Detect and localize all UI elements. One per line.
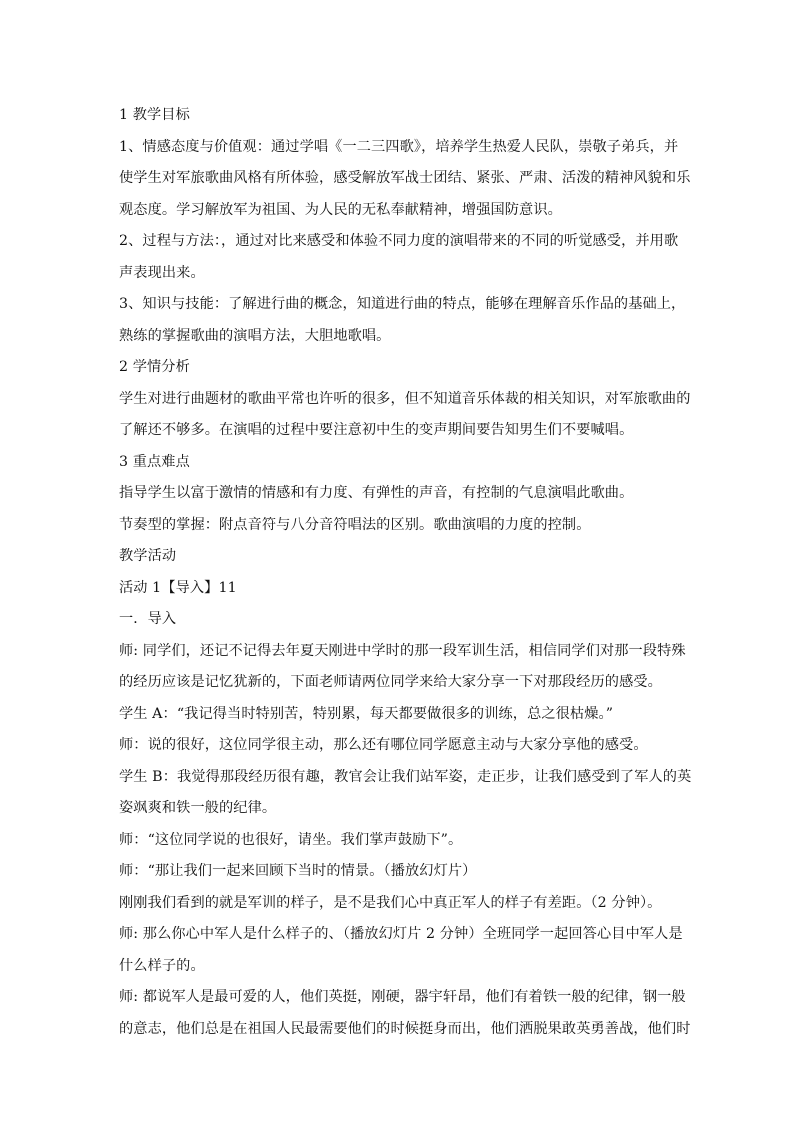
text-line: 什么样子的。 <box>119 957 205 974</box>
activity-heading: 活动 1【导入】11 <box>119 579 237 596</box>
text-line: 指导学生以富于激情的情感和有力度、有弹性的声音，有控制的气息演唱此歌曲。 <box>119 485 634 501</box>
text-line: 刚刚我们看到的就是军训的样子，是不是我们心中真正军人的样子有差距。（2 分钟）。 <box>119 894 662 911</box>
document-body <box>119 100 692 1045</box>
subsection-heading-intro: 一．导入 <box>119 611 177 627</box>
text-line: 姿飒爽和铁一般的纪律。 <box>119 800 277 816</box>
text-line: 师: 那么你心中军人是什么样子的、（播放幻灯片 2 分钟）全班同学一起回答心目中军人是 <box>119 926 683 942</box>
text-line: 熟练的掌握歌曲的演唱方法，大胆地歌唱。 <box>119 327 391 344</box>
text-line: 观态度。学习解放军为祖国、为人民的无私奉献精神，增强国防意识。 <box>119 201 562 218</box>
text-line: 师：“那让我们一起来回顾下当时的情景。（播放幻灯片） <box>119 863 477 879</box>
text-line: 2、过程与方法：，通过对比来感受和体验不同力度的演唱带来的不同的听觉感受，并用歌 <box>119 233 679 249</box>
section-heading-key-points: 3 重点难点 <box>119 453 190 470</box>
text-line: 师：“这位同学说的也很好，请坐。我们掌声鼓励下”。 <box>119 831 463 848</box>
text-line: 学生 B：我觉得那段经历很有趣，教官会让我们站军姿，走正步，让我们感受到了军人的英 <box>119 768 692 785</box>
text-line: 师：说的很好，这位同学很主动，那么还有哪位同学愿意主动与大家分享他的感受。 <box>119 737 648 753</box>
section-heading-objectives: 1 教学目标 <box>119 107 190 123</box>
text-line: 学生对进行曲题材的歌曲平常也许听的很多，但不知道音乐体裁的相关知识，对军旅歌曲的 <box>119 390 691 407</box>
text-line: 了解还不够多。在演唱的过程中要注意初中生的变声期间要告知男生们不要喊唱。 <box>119 422 634 438</box>
text-line: 师: 都说军人是最可爱的人，他们英挺，刚硬，器宇轩昂，他们有着铁一般的纪律，钢一般 <box>119 989 686 1005</box>
text-line: 的经历应该是记忆犹新的，下面老师请两位同学来给大家分享一下对那段经历的感受。 <box>119 674 662 690</box>
section-heading-analysis: 2 学情分析 <box>119 359 190 375</box>
text-line: 的意志，他们总是在祖国人民最需要他们的时候挺身而出，他们洒脱果敢英勇善战，他们时 <box>119 1020 691 1037</box>
text-line: 师: 同学们，还记不记得去年夏天刚进中学时的那一段军训生活，相信同学们对那一段特殊 <box>119 642 686 659</box>
text-line: 学生 A：“我记得当时特别苦，特别累，每天都要做很多的训练，总之很枯燥。” <box>119 705 614 722</box>
text-line: 3、知识与技能：了解进行曲的概念，知道进行曲的特点，能够在理解音乐作品的基础上， <box>119 296 686 312</box>
text-line: 1、情感态度与价值观：通过学唱《一二三四歌》，培养学生热爱人民队，崇敬子弟兵，并 <box>119 138 679 155</box>
text-line: 声表现出来。 <box>119 264 205 281</box>
text-line: 节奏型的掌握：附点音符与八分音符唱法的区别。歌曲演唱的力度的控制。 <box>119 516 591 533</box>
section-heading-activities: 教学活动 <box>119 548 177 564</box>
text-line: 使学生对军旅歌曲风格有所体验，感受解放军战士团结、紧张、严肃、活泼的精神风貌和乐 <box>119 170 691 186</box>
